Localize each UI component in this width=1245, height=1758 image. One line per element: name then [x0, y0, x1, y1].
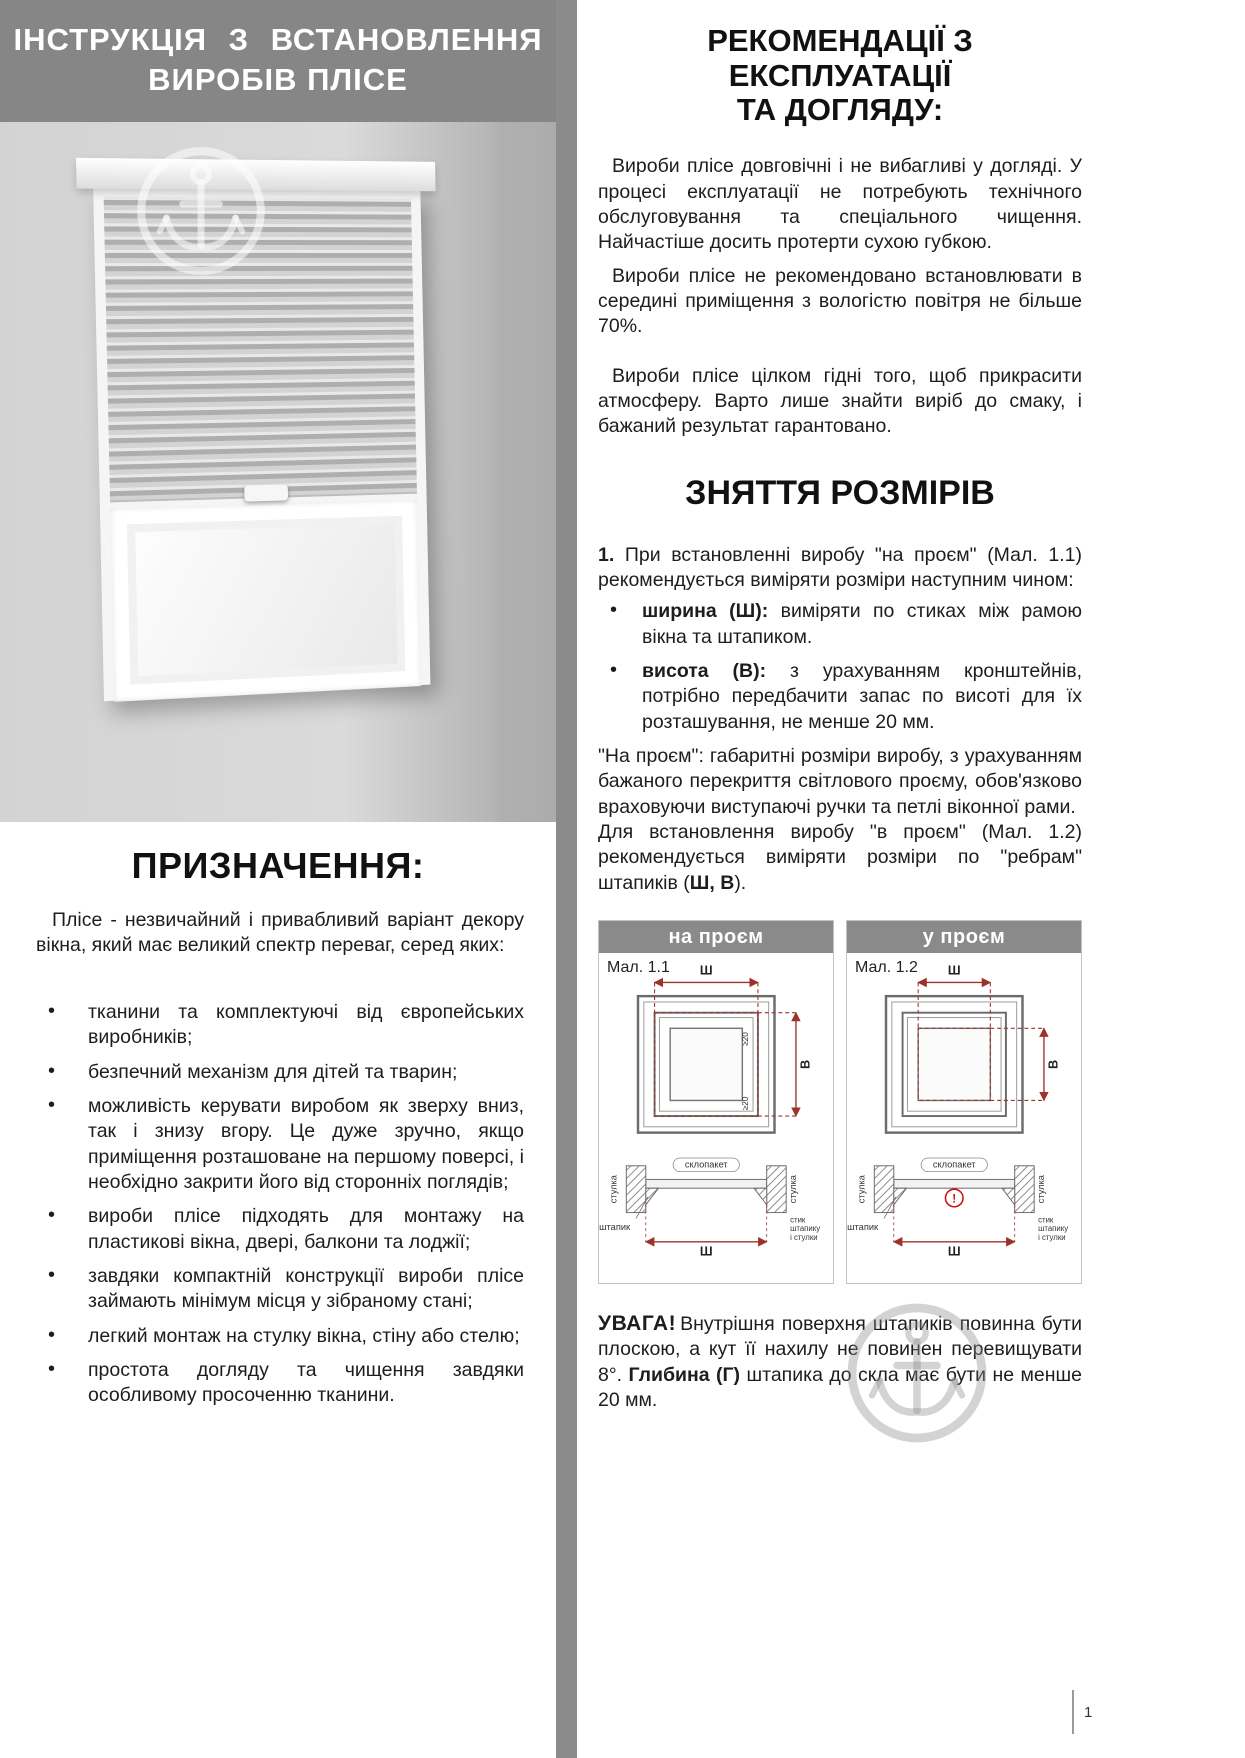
sash-right-label: стулка [1035, 1175, 1046, 1204]
in-opening-dims: Ш, В [689, 871, 735, 894]
attention-text-2: штапика до скла має бути не менше 20 мм. [598, 1363, 1083, 1412]
bullet-marker: • [48, 1323, 56, 1346]
page-number-value: 1 [1084, 1703, 1093, 1721]
care-paragraph-2: Вироби плісе не рекомендовано встановлювати в середині приміщення з вологістю повітря не більше 70%. [598, 264, 1082, 338]
attention-text-1: Внутрішня поверхня штапиків повинна бути плоскою, а кут її нахилу не повинен перевищувати 8°. [598, 1313, 1082, 1386]
list-item [36, 1060, 524, 1085]
care-title-line2: ТА ДОГЛЯДУ: [736, 92, 944, 128]
clearance-bottom-label: ≥20 [741, 1096, 751, 1111]
list-item-text: простота догляду та чищення завдяки особливому просоченню тканини. [88, 1359, 524, 1407]
window-frame-drawing [886, 996, 1023, 1133]
blind-top-rail [76, 158, 436, 191]
instruction-header-banner [0, 0, 556, 122]
product-photo [0, 122, 556, 822]
bead-label: штапик [599, 1222, 631, 1233]
list-item-text [642, 599, 1082, 650]
bullet-marker: • [610, 658, 618, 681]
list-item [36, 1000, 524, 1051]
window-frame-drawing [638, 996, 775, 1133]
column-divider [556, 0, 577, 1758]
list-item [36, 1358, 524, 1409]
diagram-in-opening-body [847, 953, 1081, 1283]
joint-label: стик штапику і стулки [790, 1215, 821, 1242]
step-text: При встановленні виробу "на проєм" (Мал. 1.1) рекомендується виміряти розміри наступним чином: [598, 543, 1082, 591]
measuring-section-title: ЗНЯТТЯ РОЗМІРІВ [685, 473, 995, 512]
list-item-text: тканини та комплектуючі від європейських виробників; [88, 1001, 524, 1049]
bullet-marker: • [48, 1059, 56, 1082]
diagram-in-opening-header: у проєм [847, 921, 1081, 953]
diagram-on-opening-body [599, 953, 833, 1283]
window-render [93, 158, 431, 721]
care-section-title [598, 24, 1082, 128]
bullet-marker: • [48, 1000, 56, 1022]
list-item [36, 1204, 524, 1255]
height-dimension-label: В [798, 1059, 813, 1070]
sash-left-label: стулка [608, 1175, 619, 1204]
on-opening-paragraph: "На проєм": габаритні розміри виробу, з урахуванням бажаного перекриття світлового проєму, обов'язково враховуючи виступаючі ручки та петлі віконної рами. [598, 745, 1082, 818]
instruction-title-line1: ІНСТРУКЦІЯ З ВСТАНОВЛЕННЯ [13, 22, 543, 57]
list-item [36, 1324, 524, 1349]
window-glass [127, 516, 405, 685]
attention-paragraph [598, 1310, 1082, 1413]
width-bottom-label: Ш [699, 1244, 713, 1259]
attention-term-depth: Глибина (Г) [628, 1363, 741, 1386]
measuring-bullet-list [598, 599, 1082, 735]
bullet-marker: • [48, 1264, 56, 1287]
page-number-divider [1072, 1690, 1074, 1734]
purpose-section-title: ПРИЗНАЧЕННЯ: [131, 845, 425, 886]
bullet-marker: • [48, 1204, 56, 1227]
list-item [598, 659, 1082, 735]
purpose-bullet-list [36, 1000, 524, 1418]
bullet-marker: • [48, 1094, 56, 1117]
page-number [1072, 1690, 1092, 1734]
width-dimension [655, 964, 758, 983]
term-height: висота (В): [642, 659, 767, 682]
cross-section [599, 1158, 822, 1259]
diagram-on-opening [598, 920, 834, 1284]
list-item-text: завдяки компактній конструкції вироби плісе займають мінімум місця у зібраному стані; [88, 1265, 524, 1313]
care-paragraph-1: Вироби плісе довговічні і не вибагливі у догляді. У процесі експлуатації не потребують технічного обслуговування та спеціального чищення. Найчастіше досить протерти сухою губкою. [598, 155, 1082, 254]
clearance-top-label: ≥20 [741, 1032, 751, 1046]
measuring-step-paragraph [598, 543, 1082, 594]
pleated-blind [104, 197, 417, 503]
right-column [588, 0, 1090, 1413]
height-dimension [796, 1013, 813, 1116]
figure-label: Мал. 1.2 [855, 959, 918, 977]
sash-right-label: стулка [787, 1175, 798, 1204]
in-opening-paragraph [598, 820, 1082, 896]
list-item-text: легкий монтаж на стулку вікна, стіну або стелю; [88, 1324, 520, 1347]
term-width-desc: виміряти по стиках між рамою вікна та штапиком. [642, 600, 1082, 648]
term-height-desc: з урахуванням кронштейнів, потрібно передбачити запас по висоті для їх розташування, не менше 20 мм. [642, 659, 1082, 733]
care-title-line1: РЕКОМЕНДАЦІЇ З ЕКСПЛУАТАЦІЇ [707, 23, 973, 93]
in-opening-pre: Для встановлення виробу "в проєм" (Мал. 1.2) рекомендується виміряти розміри по "ребрам" штапиків ( [598, 821, 1082, 894]
list-item-text: вироби плісе підходять для монтажу на пластикові вікна, двері, балкони та лоджії; [88, 1205, 524, 1253]
width-bottom-label: Ш [947, 1244, 961, 1259]
in-opening-post: ). [734, 871, 747, 894]
wall-shadow [492, 122, 556, 822]
list-item [598, 599, 1082, 650]
bullet-marker: • [48, 1358, 56, 1381]
purpose-intro-paragraph: Плісе - незвичайний і привабливий варіант декору вікна, який має великий спектр переваг, серед яких: [36, 909, 524, 957]
width-dimension-label: Ш [947, 963, 961, 978]
width-dimension [918, 964, 990, 983]
measurement-diagrams [598, 920, 1082, 1284]
glass-unit-label: склопакет [932, 1159, 976, 1170]
figure-label: Мал. 1.1 [607, 959, 670, 977]
diagram-on-opening-header: на проєм [599, 921, 833, 953]
blind-handle [244, 484, 288, 501]
attention-label: УВАГА! [598, 1312, 677, 1336]
list-item-text: можливість керувати виробом як зверху вниз, так і знизу вгору. Це дуже зручно, якщо приміщення розташоване на першому поверсі, і необхідно закрити його від сторонніх поглядів; [88, 1095, 524, 1194]
window-frame [93, 187, 430, 702]
diagram-on-opening-drawing [599, 953, 833, 1283]
diagram-in-opening [846, 920, 1082, 1284]
cross-section [847, 1158, 1070, 1259]
step-number: 1. [598, 543, 615, 566]
list-item-text [642, 659, 1082, 735]
bead-label: штапик [847, 1222, 879, 1233]
care-paragraph-3: Вироби плісе цілком гідні того, щоб прикрасити атмосферу. Варто лише знайти виріб до смаку, і бажаний результат гарантовано. [598, 364, 1082, 438]
bullet-marker: • [610, 599, 618, 622]
term-width: ширина (Ш): [642, 600, 769, 623]
joint-label: стик штапику і стулки [1038, 1215, 1069, 1242]
height-dimension-label: В [1046, 1059, 1061, 1070]
glass-unit-label: склопакет [684, 1159, 728, 1170]
height-dimension [1044, 1028, 1061, 1100]
list-item [36, 1094, 524, 1195]
left-column [0, 0, 556, 1758]
alert-exclamation: ! [952, 1192, 957, 1206]
list-item-text: безпечний механізм для дітей та тварин; [88, 1060, 458, 1083]
sash-left-label: стулка [856, 1175, 867, 1204]
window-lower-sash [110, 500, 421, 702]
width-dimension-label: Ш [699, 963, 713, 978]
list-item [36, 1264, 524, 1315]
instruction-title-line2: ВИРОБІВ ПЛІСЕ [148, 62, 408, 97]
diagram-in-opening-drawing [847, 953, 1081, 1283]
